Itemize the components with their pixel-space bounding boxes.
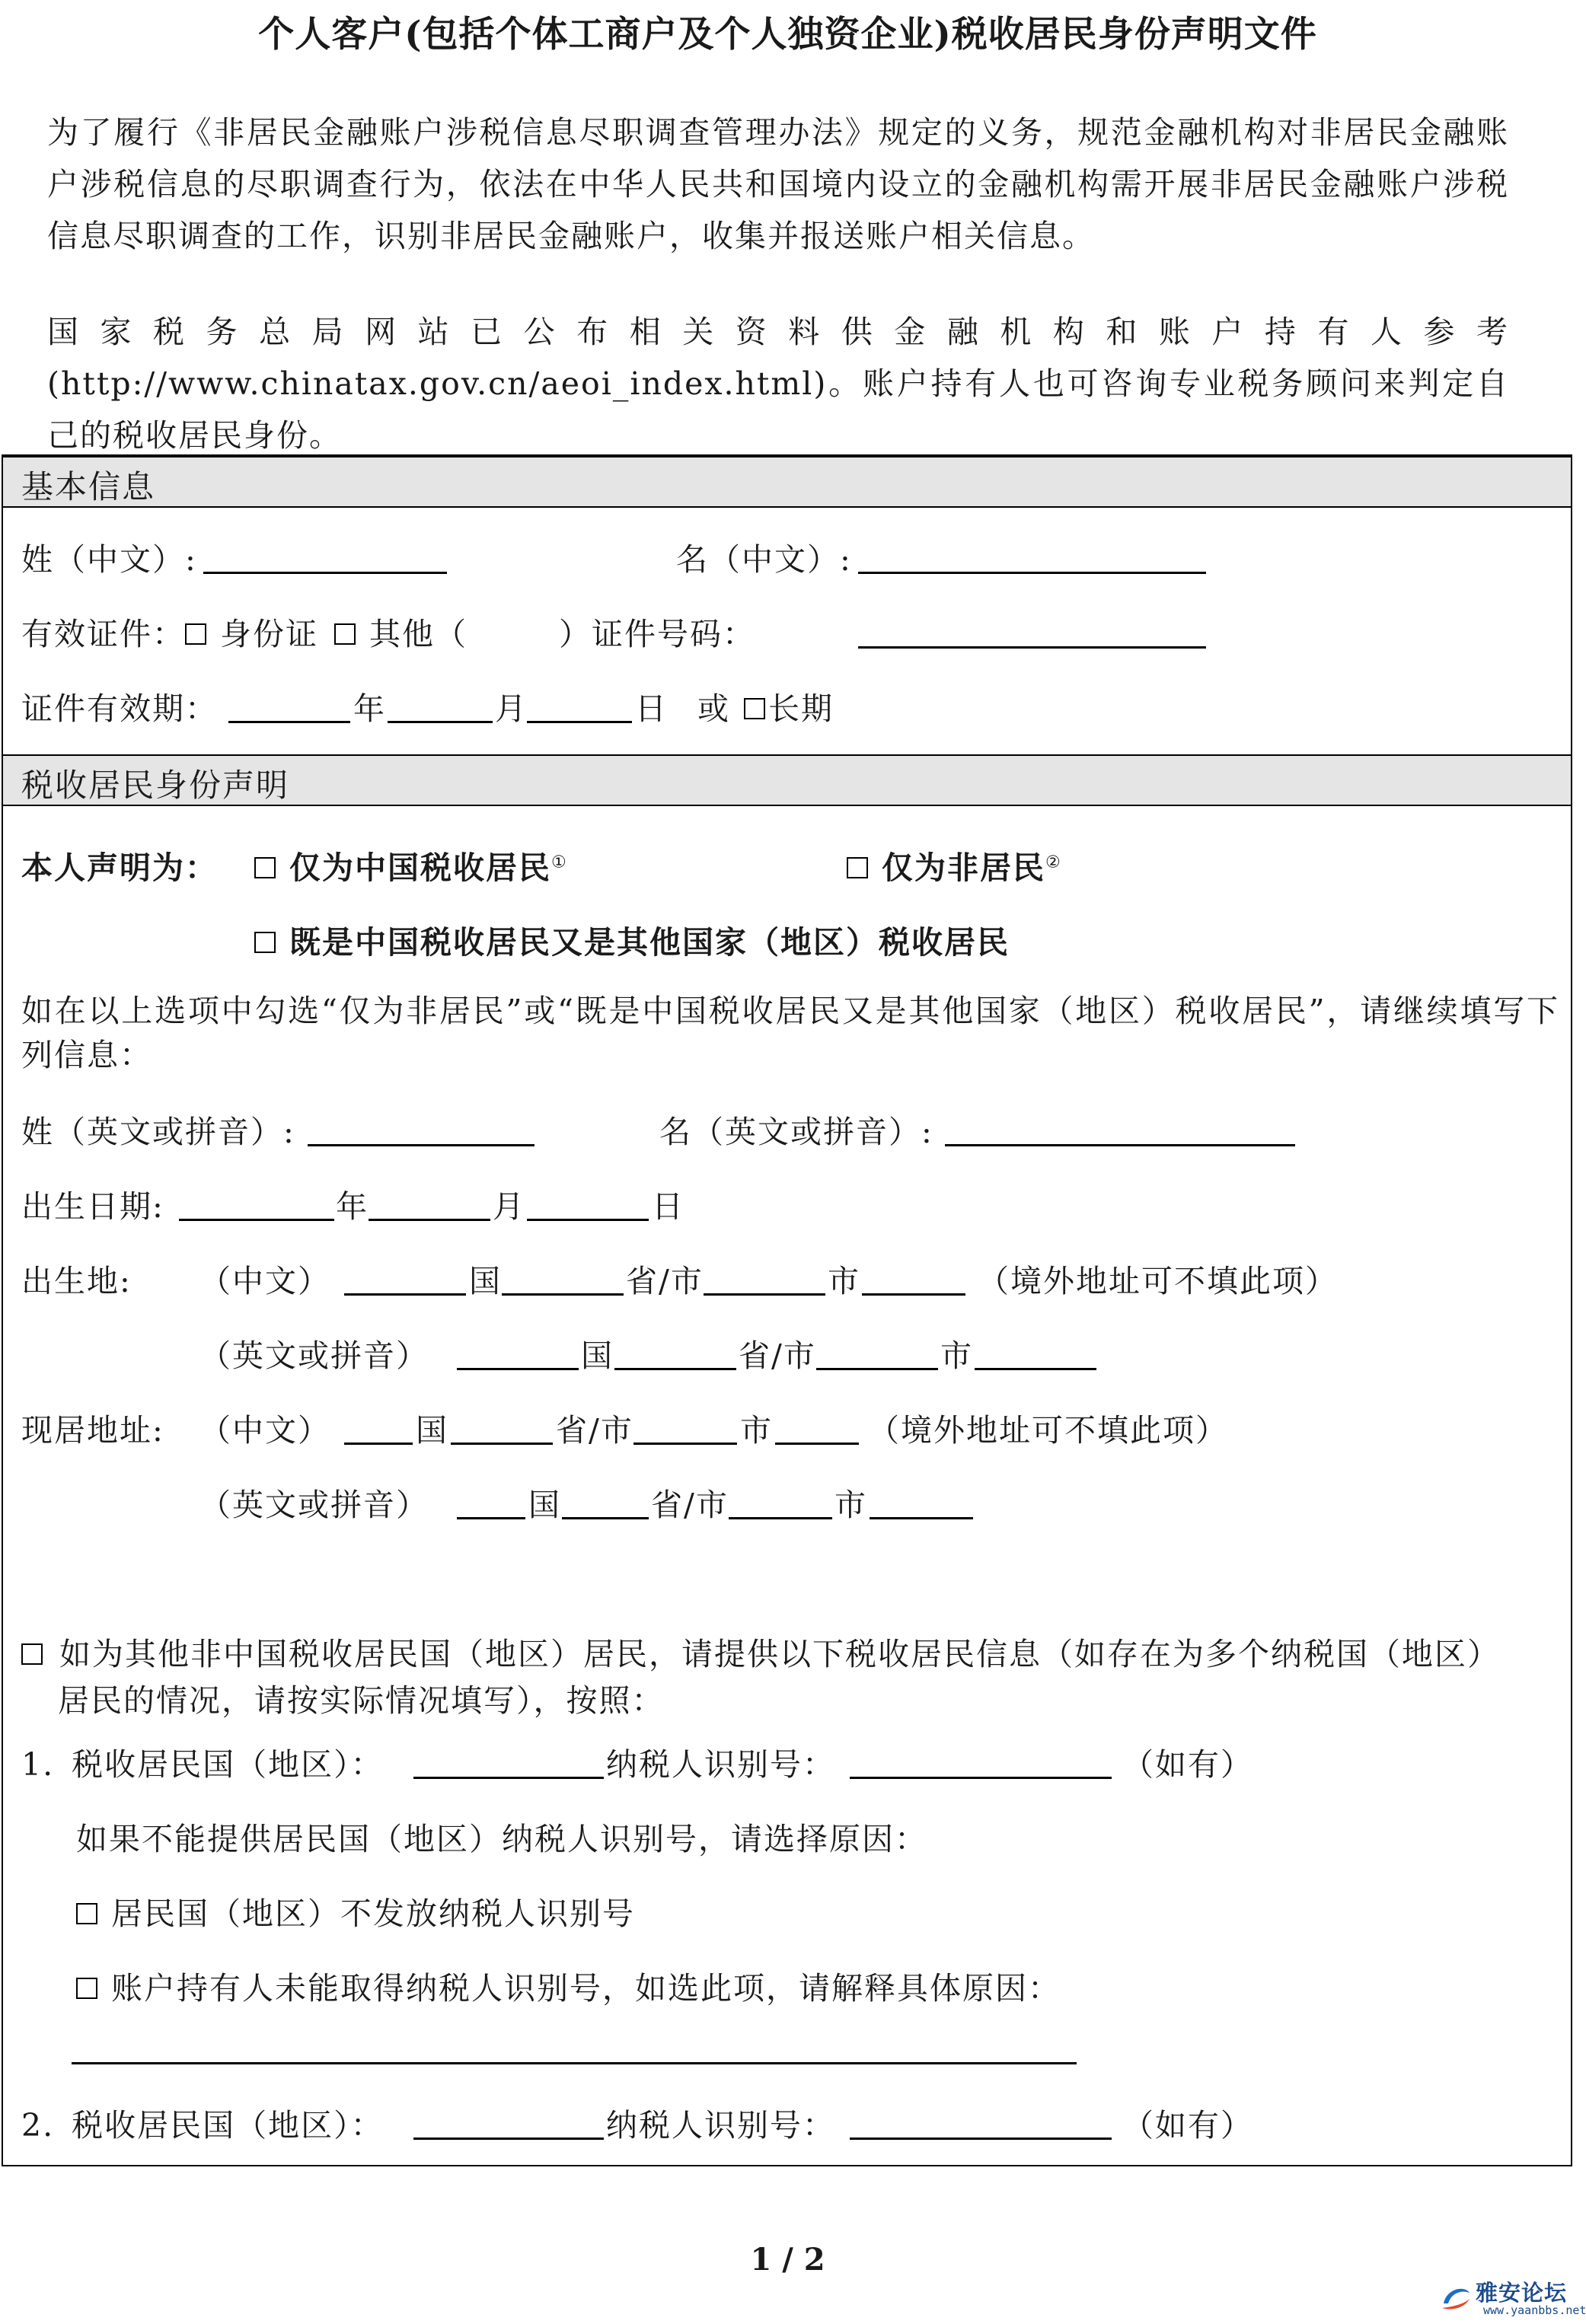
reason-2-checkbox[interactable] [76,1978,97,1999]
birthplace-en-city-label: 市 [940,1337,973,1374]
address-foreign-note: （境外地址可不填此项） [868,1412,1228,1449]
birthplace-en-province-label: 省/市 [739,1337,816,1374]
birthplace-cn-country-label: 国 [469,1263,502,1299]
option-both-resident-checkbox[interactable] [254,932,276,953]
item-2-tin-field[interactable] [850,2138,1112,2140]
reason-2-explanation-field[interactable] [72,2062,1077,2064]
item-2-if-any: （如有） [1122,2107,1253,2144]
option-china-resident[interactable] [254,843,568,888]
option-china-resident-checkbox[interactable] [254,857,276,878]
validity-month-field[interactable] [388,721,493,723]
address-cn-country-label: 国 [416,1412,448,1449]
address-en-city-field[interactable] [729,1517,832,1519]
item-2-country-field[interactable] [413,2138,604,2140]
option-both-resident-label: 既是中国税收居民又是其他国家（地区）税收居民 [289,924,1010,961]
birthplace-cn-city-label: 市 [828,1263,860,1299]
address-en-label: （英文或拼音） [199,1487,429,1523]
other-residency-checkbox[interactable] [21,1643,43,1665]
address-en-province-field[interactable] [562,1517,649,1519]
validity-month-label: 月 [495,690,528,727]
address-cn-city-label: 市 [740,1412,773,1449]
id-card-checkbox[interactable] [185,623,206,645]
validity-year-field[interactable] [228,721,350,723]
address-label: 现居地址: [21,1412,164,1449]
or-label: 或 [697,690,731,727]
intro-paragraph-1: 为了履行《非居民金融账户涉税信息尽职调查管理办法》规定的义务，规范金融机构对非居民金融账户涉税信息的尽职调查行为，依法在中华人民共和国境内设立的金融机构需开展非居民金融账户涉税信息尽职调查的工作，识别非居民金融账户，收集并报送账户相关信息。 [47,114,1509,254]
item-1-number: 1. [21,1746,55,1783]
surname-en-label: 姓（英文或拼音）: [21,1114,295,1150]
id-other-label: 其他（ [369,616,468,652]
dob-label: 出生日期: [21,1188,164,1225]
validity-end-row [635,684,834,728]
long-term-label: 长期 [768,690,834,727]
item-1-country-label: 税收居民国（地区）： [72,1746,384,1783]
option-china-resident-label: 仅为中国税收居民 [289,850,551,886]
birthplace-en-city-field[interactable] [816,1368,938,1370]
reason-1-checkbox[interactable] [76,1903,97,1924]
option-non-resident-label: 仅为非居民 [882,850,1045,886]
logo-title: 雅安论坛 [1476,2280,1568,2306]
item-1-row [21,1739,384,1784]
dob-day-field[interactable] [527,1219,649,1221]
dob-month-label: 月 [493,1188,525,1225]
birthplace-en-province-field[interactable] [614,1368,736,1370]
dob-year-label: 年 [336,1188,369,1225]
birthplace-label: 出生地: [21,1263,132,1299]
birthplace-foreign-note: （境外地址可不填此项） [978,1263,1338,1299]
id-type-row [21,609,755,654]
item-1-tin-label: 纳税人识别号： [606,1746,835,1783]
other-residency-row [21,1629,1500,1674]
id-number-label: ）证件号码： [559,616,756,652]
address-cn-label: （中文） [199,1412,330,1449]
id-number-field[interactable] [858,646,1206,649]
birthplace-en-label: （英文或拼音） [199,1337,429,1374]
validity-year-label: 年 [353,690,386,727]
other-residency-text-1: 如为其他非中国税收居民国（地区）居民，请提供以下税收居民信息（如存在为多个纳税国（地区） [59,1636,1500,1672]
reason-2-row[interactable] [76,1963,1061,2008]
other-residency-text-2: 居民的情况，请按实际情况填写），按照： [58,1682,665,1719]
given-en-label: 名（英文或拼音）: [659,1114,933,1150]
validity-day-label: 日 [635,690,668,727]
item-2-number: 2. [21,2107,55,2144]
item-1-country-field[interactable] [413,1777,604,1779]
intro-paragraph-2: 国家税务总局网站已公布相关资料供金融机构和账户持有人参考(http://www.chinatax.gov.cn/aeoi_index.html)。账户持有人也可咨询专业税务顾问来判定自己的税收居民身份。 [47,314,1509,454]
section-basic-title: 基本信息 [21,468,156,505]
validity-day-field[interactable] [527,721,632,723]
id-card-label: 身份证 [220,616,318,652]
birthplace-en-district-field[interactable] [975,1368,1096,1370]
birthplace-cn-city-field[interactable] [704,1293,825,1296]
validity-label: 证件有效期： [21,690,218,727]
address-cn-province-label: 省/市 [556,1412,633,1449]
long-term-checkbox[interactable] [744,698,765,719]
address-en-district-field[interactable] [870,1517,973,1519]
address-cn-country-field[interactable] [344,1443,413,1445]
surname-cn-label: 姓（中文）: [21,541,197,578]
address-cn-district-field[interactable] [775,1443,859,1445]
item-2-country-label: 税收居民国（地区）： [72,2107,384,2144]
dob-year-field[interactable] [179,1219,334,1221]
document-title: 个人客户(包括个体工商户及个人独资企业)税收居民身份声明文件 [258,14,1317,56]
birthplace-cn-district-field[interactable] [862,1293,965,1296]
item-1-if-any: （如有） [1122,1746,1253,1783]
no-tin-reason-label: 如果不能提供居民国（地区）纳税人识别号，请选择原因： [76,1821,927,1857]
address-cn-city-field[interactable] [633,1443,737,1445]
surname-en-field[interactable] [308,1144,535,1146]
item-2-tin-label: 纳税人识别号： [606,2107,835,2144]
page-number: 1 / 2 [750,2242,825,2278]
given-cn-label: 名（中文）: [676,541,852,578]
footnote-2-marker: ② [1045,853,1062,872]
site-watermark-logo [1439,2276,1586,2320]
footnote-1-marker: ① [551,853,568,872]
surname-cn-field[interactable] [203,572,447,574]
birthplace-cn-province-field[interactable] [502,1293,624,1296]
given-en-field[interactable] [945,1144,1295,1146]
declaration-form [2,454,1572,2166]
option-non-resident-checkbox[interactable] [847,857,868,878]
birthplace-cn-province-label: 省/市 [626,1263,704,1299]
id-other-checkbox[interactable] [334,623,356,645]
address-en-country-label: 国 [528,1487,561,1523]
instruction-text: 如在以上选项中勾选“仅为非居民”或“既是中国税收居民又是其他国家（地区）税收居民”，请继续填写下列信息： [21,993,1559,1073]
dob-month-field[interactable] [369,1219,490,1221]
birthplace-en-country-field[interactable] [457,1368,579,1370]
dob-day-label: 日 [652,1188,685,1225]
section-residency-header [3,754,1571,806]
address-cn-province-field[interactable] [451,1443,553,1445]
birthplace-cn-country-field[interactable] [344,1293,466,1296]
section-residency-title: 税收居民身份声明 [21,767,290,804]
swirl-logo-icon [1439,2281,1473,2314]
reason-2-label: 账户持有人未能取得纳税人识别号，如选此项，请解释具体原因： [111,1970,1061,2007]
birthplace-cn-label: （中文） [199,1263,330,1299]
reason-1-row[interactable] [76,1889,635,1933]
address-en-city-label: 市 [834,1487,867,1523]
birthplace-en-country-label: 国 [581,1337,614,1374]
declare-label: 本人声明为： [21,850,218,886]
item-2-row [21,2100,384,2145]
item-1-tin-field[interactable] [850,1777,1112,1779]
id-type-label: 有效证件： [21,616,185,652]
option-both-resident[interactable] [254,917,1010,962]
logo-url: www.yaanbbs.net [1483,2303,1586,2317]
address-en-country-field[interactable] [457,1517,525,1519]
option-non-resident[interactable] [847,843,1062,888]
given-cn-field[interactable] [858,572,1206,574]
reason-1-label: 居民国（地区）不发放纳税人识别号 [111,1895,635,1932]
section-basic-header [3,456,1571,508]
address-en-province-label: 省/市 [651,1487,729,1523]
